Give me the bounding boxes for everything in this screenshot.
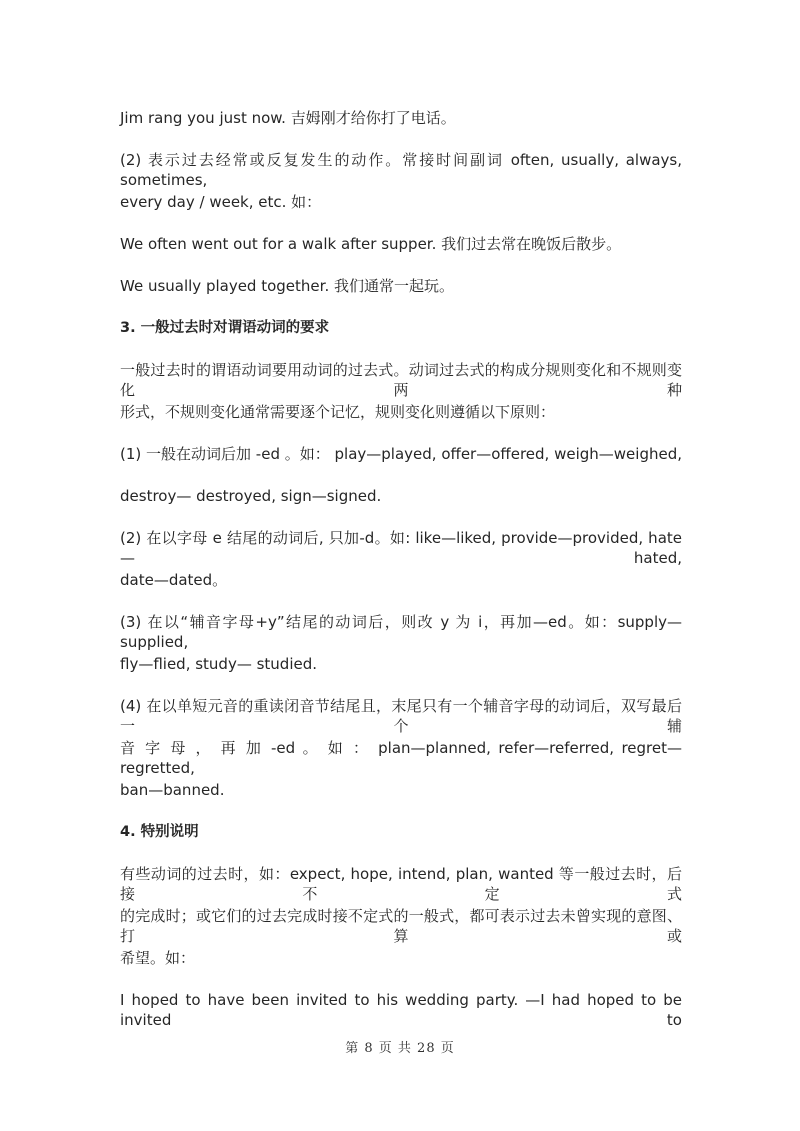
rule-2-text-line-2: every day / week, etc. 如：	[120, 193, 322, 211]
example-sentence-jim: Jim rang you just now. 吉姆刚才给你打了电话。	[120, 109, 456, 127]
section-heading-4: 4. 特别说明	[120, 824, 199, 840]
rule-double-line-1: (4) 在以单短元音的重读闭音节结尾且，末尾只有一个辅音字母的动词后，双写最后一个辅	[120, 697, 682, 735]
section-4-paragraph-line-1: 有些动词的过去时，如：expect, hope, intend, plan, wanted 等一般过去时，后接不定式	[120, 865, 682, 903]
section-3-paragraph-line-2: 形式，不规则变化通常需要逐个记忆，规则变化则遵循以下原则：	[120, 403, 556, 421]
section-heading-3: 3. 一般过去时对谓语动词的要求	[120, 320, 330, 336]
section-3-paragraph-line-1: 一般过去时的谓语动词要用动词的过去式。动词过去式的构成分规则变化和不规则变化两种	[120, 361, 682, 399]
rule-e-line-1: (2) 在以字母 e 结尾的动词后, 只加-d。如: like—liked, provide—provided, hate — hated,	[120, 529, 682, 567]
example-sentence-wedding: I hoped to have been invited to his wedding party. —I had hoped to be invited to	[120, 991, 682, 1029]
section-4-paragraph-line-3: 希望。如：	[120, 949, 196, 967]
rule-double-line-3: ban—banned.	[120, 781, 225, 799]
rule-1-line-1: (1) 一般在动词后加 -ed 。如： play—played, offer—offered, weigh—weighed,	[120, 445, 682, 463]
rule-2-text-line-1: (2) 表示过去经常或反复发生的动作。常接时间副词 often, usually, always, sometimes,	[120, 151, 682, 189]
rule-double-line-2: 音 字 母 ， 再 加 -ed 。 如 ： plan—planned, refer—referred, regret—regretted,	[120, 739, 682, 777]
rule-y-line-2: fly—flied, study— studied.	[120, 655, 318, 673]
page-footer: 第 8 页 共 28 页	[345, 1041, 455, 1056]
example-sentence-walk: We often went out for a walk after supper. 我们过去常在晚饭后散步。	[120, 235, 622, 253]
rule-e-line-2: date—dated。	[120, 571, 228, 589]
rule-y-line-1: (3) 在以“辅音字母+y”结尾的动词后，则改 y 为 i，再加—ed。如：supply—supplied,	[120, 613, 682, 651]
section-4-paragraph-line-2: 的完成时；或它们的过去完成时接不定式的一般式，都可表示过去未曾实现的意图、打算或	[120, 907, 682, 945]
rule-1-line-2: destroy— destroyed, sign—signed.	[120, 487, 382, 505]
example-sentence-play: We usually played together. 我们通常一起玩。	[120, 277, 454, 295]
